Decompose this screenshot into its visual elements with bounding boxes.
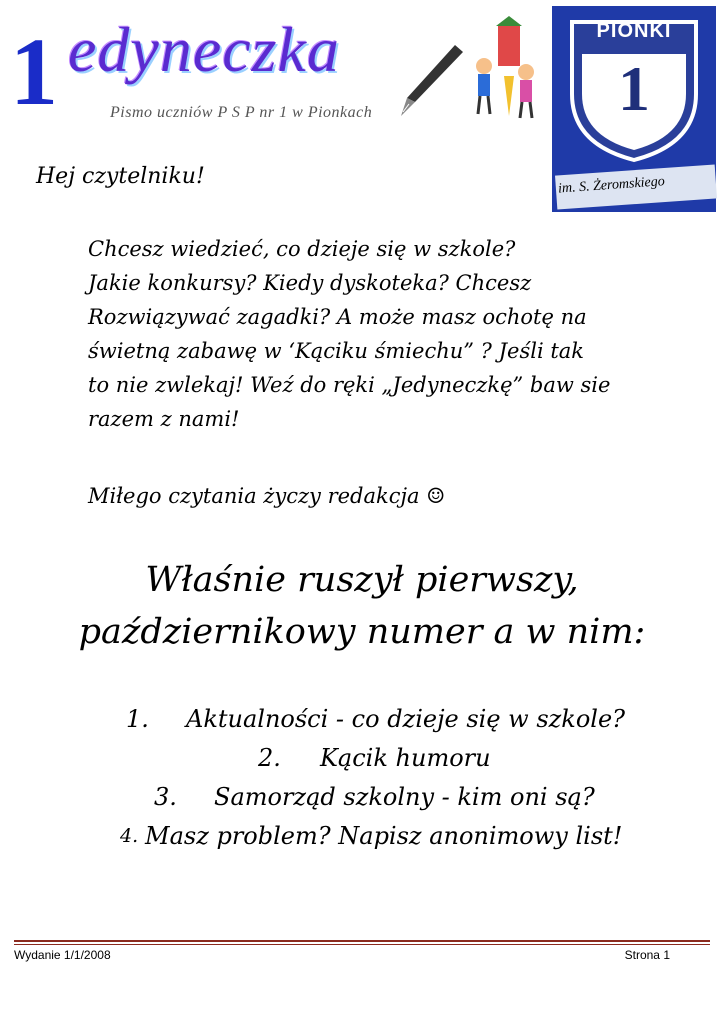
toc-item <box>0 778 724 817</box>
closing-line: Miłego czytania życzy redakcja ☺ <box>88 484 446 508</box>
headline <box>0 554 724 658</box>
toc-text: Aktualności - co dzieje się w szkole? <box>186 705 626 733</box>
paragraph-line: razem z nami! <box>88 407 240 431</box>
paragraph-line: świetną zabawę w ‘Kąciku śmiechu” ? Jeśli tak <box>88 339 585 363</box>
issue-label: Wydanie 1/1/2008 <box>14 948 111 962</box>
crest-title: PIONKI <box>596 20 672 42</box>
page-number: Strona 1 <box>624 948 670 962</box>
headline-line: Właśnie ruszył pierwszy, <box>145 560 579 600</box>
toc-number: 1. <box>126 705 149 733</box>
footer-rule <box>14 940 710 942</box>
toc-item <box>0 739 724 778</box>
fountain-pen-icon <box>395 40 465 120</box>
toc-number: 2. <box>258 744 281 772</box>
table-of-contents <box>0 700 724 856</box>
crest-number: 1 <box>618 53 650 124</box>
paragraph-line: to nie zwlekaj! Weź do ręki „Jedyneczkę” baw sie <box>88 373 611 397</box>
paragraph-line: Rozwiązywać zagadki? A może masz ochotę na <box>88 305 587 329</box>
logo-wordmark: edyneczka <box>68 14 340 85</box>
footer-rule-thin <box>14 944 710 945</box>
toc-text: Samorząd szkolny - kim oni są? <box>214 783 595 811</box>
paragraph-line: Chcesz wiedzieć, co dzieje się w szkole? <box>88 237 516 261</box>
toc-text: Masz problem? Napisz anonimowy list! <box>145 822 623 850</box>
kids-illustration-icon <box>468 16 548 121</box>
crest-band-text: im. S. Żeromskiego <box>557 174 666 197</box>
toc-text: Kącik humoru <box>320 744 491 772</box>
logo-subtitle: Pismo uczniów P S P nr 1 w Pionkach <box>110 104 373 121</box>
headline-line: październikowy numer a w nim: <box>78 612 646 652</box>
toc-number: 4. <box>120 825 139 847</box>
toc-number: 3. <box>154 783 177 811</box>
logo-number: 1 <box>10 18 56 125</box>
toc-item <box>0 817 724 856</box>
paragraph-line: Jakie konkursy? Kiedy dyskoteka? Chcesz <box>88 271 532 295</box>
greeting: Hej czytelniku! <box>36 164 205 189</box>
toc-item <box>0 700 724 739</box>
intro-paragraph <box>88 232 668 436</box>
